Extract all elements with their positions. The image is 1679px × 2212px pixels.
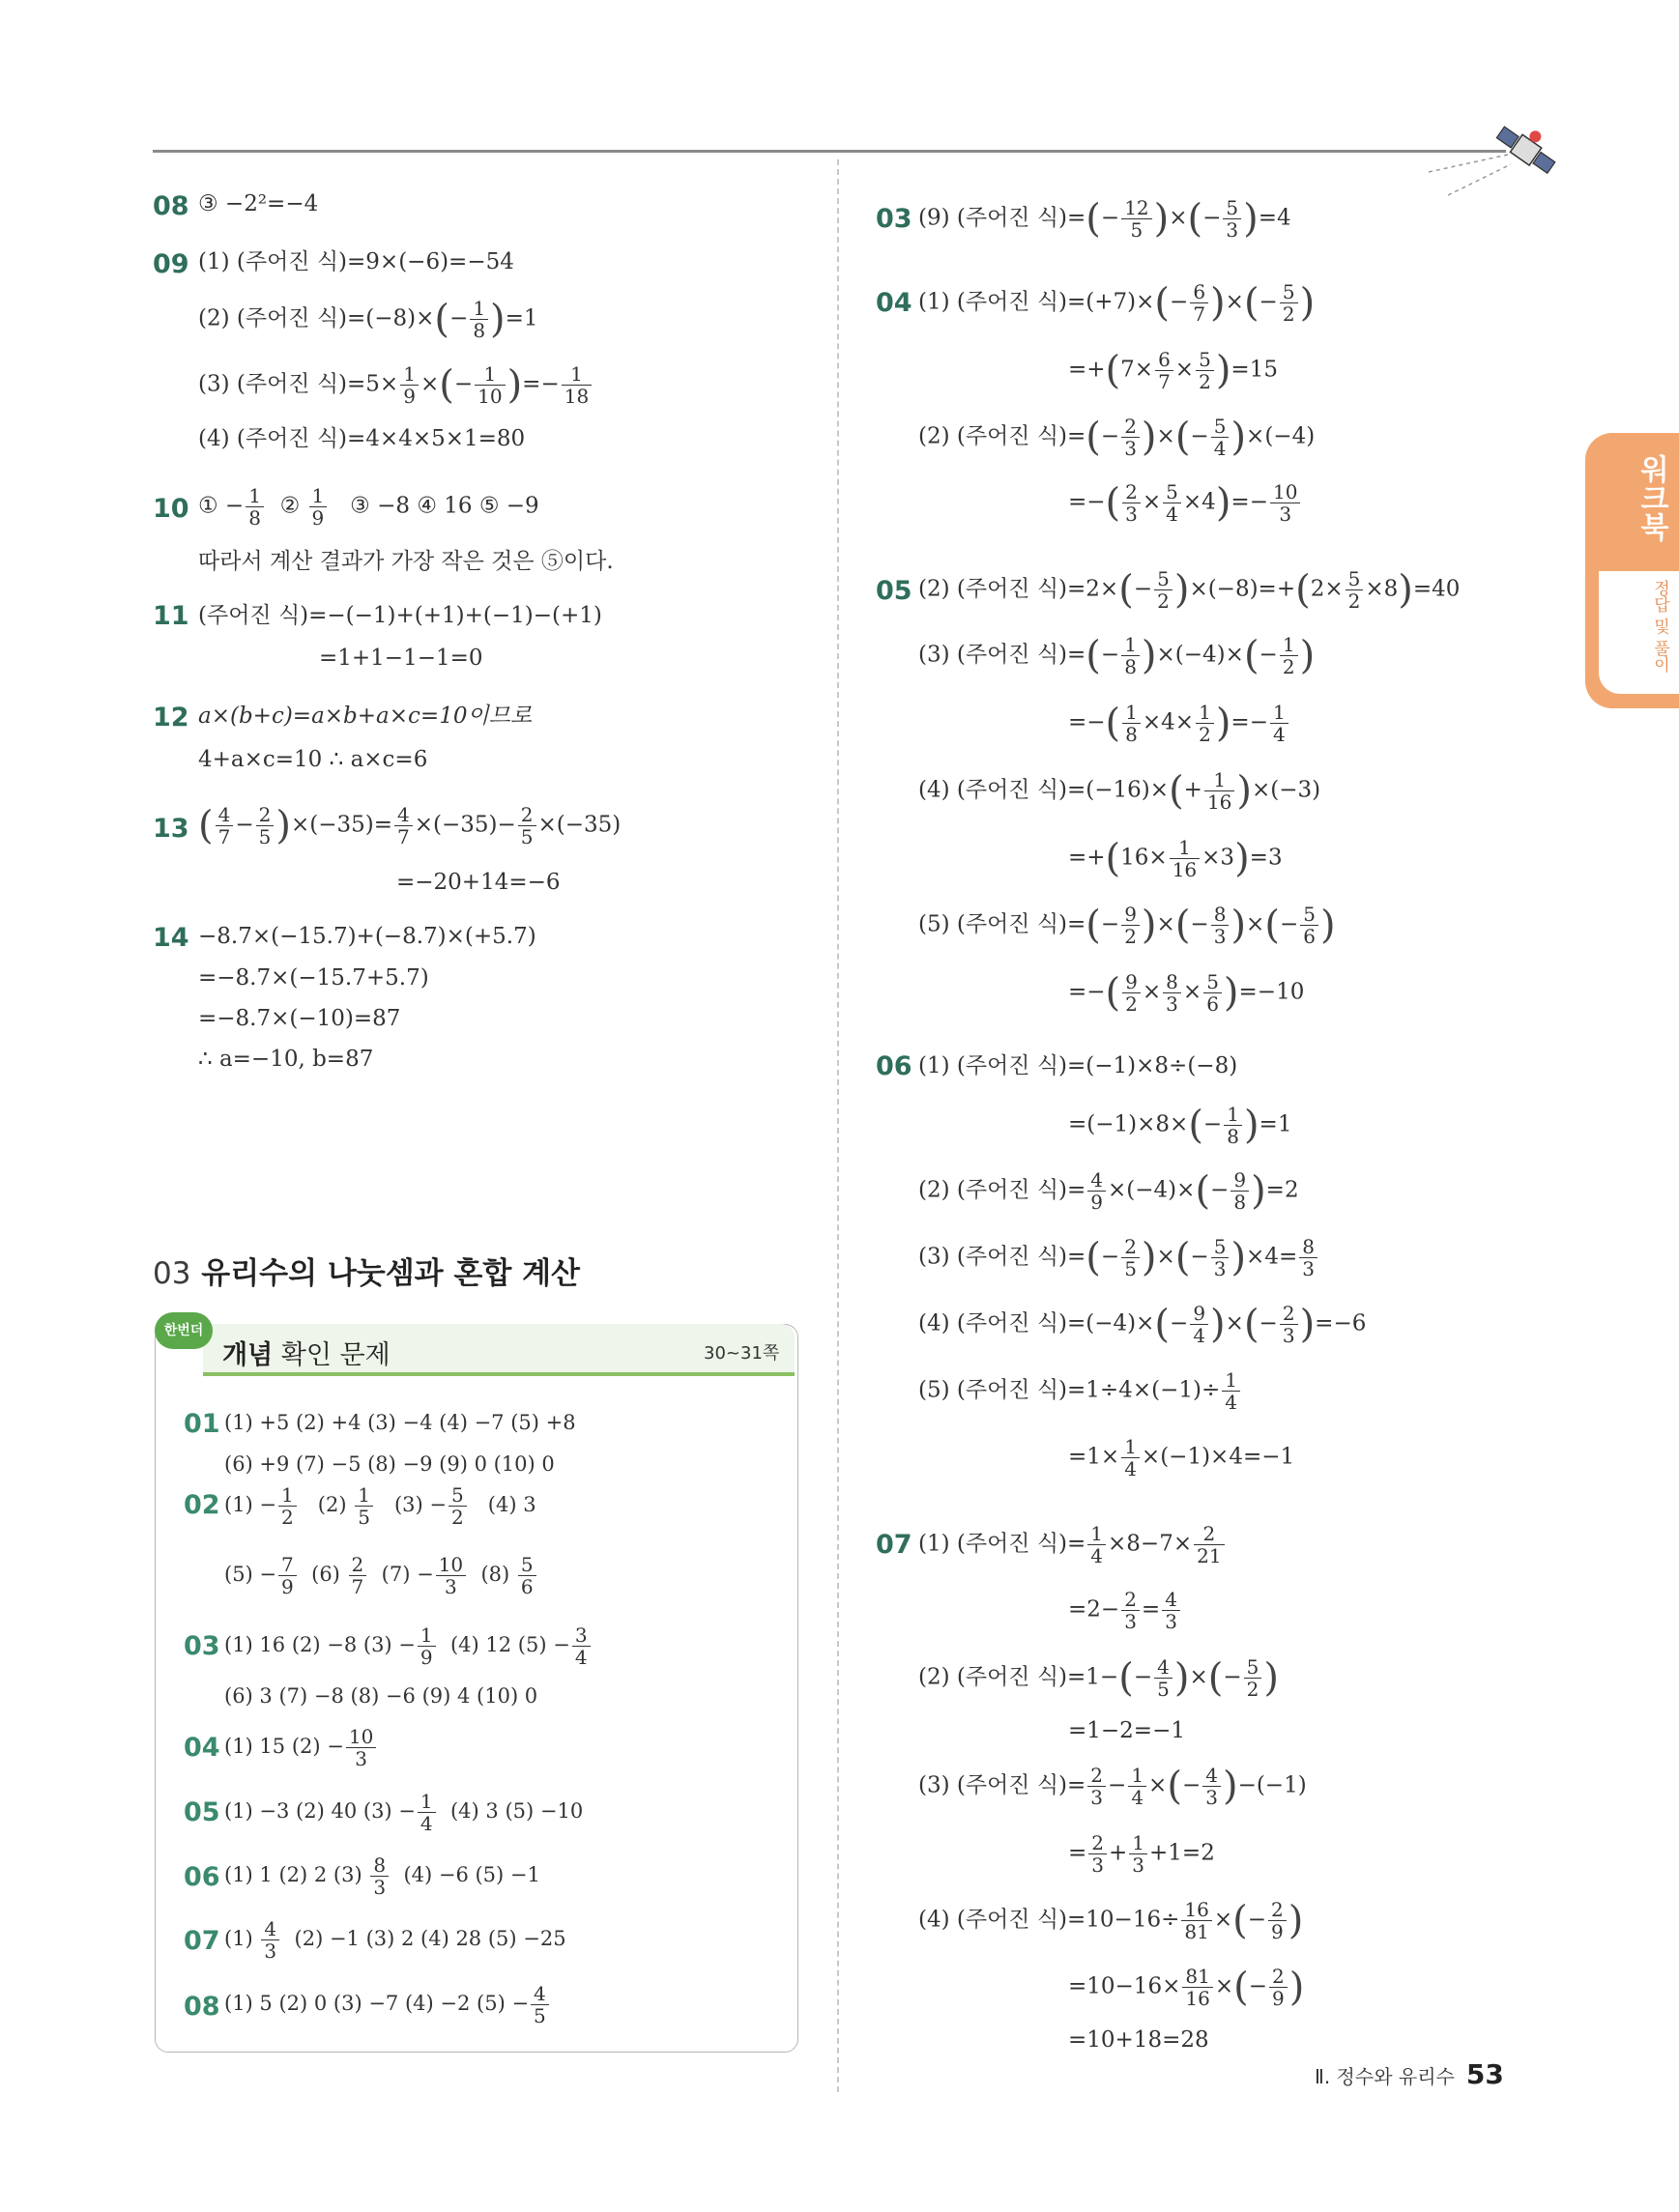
answer-line: (2) (주어진 식)=(− $\frac{2}{3}$ )×(− $\frac{5}{4}$ )×(−4) [918, 415, 1316, 460]
answer-line: =−( $\frac{1}{8}$ ×4× $\frac{1}{2}$ )=− $\frac{1}{4}$ [1068, 702, 1290, 745]
answer-line: −8.7×(−15.7)+(−8.7)×(+5.7) [198, 924, 536, 949]
problem-number: 05 [876, 576, 912, 606]
problem-number: 10 [153, 494, 189, 524]
answer-line: (1) (주어진 식)=(−1)×8÷(−8) [918, 1053, 1238, 1078]
answer-line: (1) (주어진 식)= $\frac{1}{4}$ ×8−7× $\frac{2}{21}$ [918, 1523, 1227, 1566]
answer-line: (1) (주어진 식)=9×(−6)=−54 [198, 249, 514, 274]
problem-number: 06 [184, 1862, 220, 1892]
problem-number: 03 [184, 1631, 220, 1661]
answer-line: =−8.7×(−10)=87 [198, 1006, 401, 1031]
answer-line: ∴ a=−10, b=87 [198, 1047, 374, 1072]
answer-line: =1+1−1−1=0 [319, 646, 483, 671]
answer-line: (1) +5 (2) +4 (3) −4 (4) −7 (5) +8 [224, 1411, 576, 1434]
answer-line: =10+18=28 [1068, 2027, 1209, 2053]
problem-number: 06 [876, 1051, 912, 1081]
answer-line: (5) (주어진 식)=1÷4×(−1)÷ $\frac{1}{4}$ [918, 1369, 1242, 1413]
answer-line: 4+a×c=10 ∴ a×c=6 [198, 747, 428, 772]
problem-number: 04 [184, 1733, 220, 1763]
problem-number: 11 [153, 601, 189, 631]
answer-line: (5) (주어진 식)=(− $\frac{9}{2}$ )×(− $\frac{8}{3}$ )×(− $\frac{5}{6}$ ) [918, 903, 1336, 948]
answer-line: =10−16× $\frac{81}{16}$ ×(− $\frac{2}{9}$ ) [1068, 1965, 1305, 2010]
box-title: 개념 확인 문제 [222, 1340, 391, 1370]
satellite-icon [1419, 114, 1564, 201]
answer-line: (2) (주어진 식)=1−(− $\frac{4}{5}$ )×(− $\frac{5}{2}$ ) [918, 1655, 1279, 1701]
answer-line: ③ −2²=−4 [198, 191, 319, 216]
answer-line: ① − $\frac{1}{8}$ ② $\frac{1}{9}$ ③ −8 ④ 16 ⑤ −9 [198, 484, 539, 530]
problem-number: 12 [153, 703, 189, 733]
tab-sub-label: 정답 및 풀이 [1650, 580, 1669, 673]
answer-line: =−( $\frac{2}{3}$ × $\frac{5}{4}$ ×4)=− $\frac{10}{3}$ [1068, 481, 1302, 525]
problem-number: 07 [876, 1530, 912, 1560]
tab-main-label: 워크북 [1635, 454, 1668, 541]
answer-line: =−8.7×(−15.7+5.7) [198, 965, 429, 991]
answer-line: (4) (주어진 식)=(−4)×(− $\frac{9}{4}$ )×(− $\frac{2}{3}$ )=−6 [918, 1302, 1367, 1347]
answer-line: (3) (주어진 식)= $\frac{2}{3}$ − $\frac{1}{4}$ ×(− $\frac{4}{3}$ )−(−1) [918, 1764, 1307, 1809]
answer-line: =1−2=−1 [1068, 1718, 1185, 1743]
answer-line: a×(b+c)=a×b+a×c=10이므로 [198, 704, 533, 729]
problem-number: 08 [184, 1992, 220, 2022]
answer-line: (2) (주어진 식)=(−8)×(− $\frac{1}{8}$ )=1 [198, 297, 538, 342]
problem-number: 14 [153, 923, 189, 953]
problem-number: 09 [153, 249, 189, 279]
box-page-ref: 30~31쪽 [704, 1343, 780, 1364]
answer-line: (4) (주어진 식)=10−16÷ $\frac{16}{81}$ ×(− $\frac{2}{9}$ ) [918, 1898, 1304, 1943]
answer-line: =2− $\frac{2}{3}$ = $\frac{4}{3}$ [1068, 1589, 1182, 1632]
problem-number: 01 [184, 1409, 220, 1439]
answer-line: (5) − $\frac{7}{9}$ (6) $\frac{2}{7}$ (7) − $\frac{10}{3}$ (8) $\frac{5}{6}$ [224, 1554, 538, 1597]
answer-line: (1) 15 (2) − $\frac{10}{3}$ [224, 1726, 378, 1769]
answer-line: (1) (주어진 식)=(+7)×(− $\frac{6}{7}$ )×(− $\frac{5}{2}$ ) [918, 280, 1316, 326]
page-number: 53 [1465, 2058, 1504, 2090]
badge: 한번더 [155, 1312, 213, 1349]
answer-line: (3) (주어진 식)=5× $\frac{1}{9}$ ×(− $\frac{1}{10}$ )=− $\frac{1}{18}$ [198, 363, 593, 407]
answer-line: =+(16× $\frac{1}{16}$ ×3)=3 [1068, 836, 1283, 881]
answer-line: =1× $\frac{1}{4}$ ×(−1)×4=−1 [1068, 1435, 1295, 1480]
answer-line: (4) (주어진 식)=4×4×5×1=80 [198, 426, 526, 451]
answer-line: (1) 5 (2) 0 (3) −7 (4) −2 (5) − $\frac{4}{5}$ [224, 1983, 551, 2026]
answer-line: (1) − $\frac{1}{2}$ (2) $\frac{1}{5}$ (3) − $\frac{5}{2}$ (4) 3 [224, 1483, 536, 1529]
column-divider [837, 159, 839, 2092]
problem-number: 04 [876, 288, 912, 318]
answer-line: (2) (주어진 식)=2×(− $\frac{5}{2}$ )×(−8)=+(2× $\frac{5}{2}$ ×8)=40 [918, 567, 1461, 613]
answer-line: (6) +9 (7) −5 (8) −9 (9) 0 (10) 0 [224, 1452, 555, 1476]
answer-line: =−( $\frac{9}{2}$ × $\frac{8}{3}$ × $\frac{5}{6}$ )=−10 [1068, 970, 1305, 1016]
problem-number: 07 [184, 1926, 220, 1956]
answer-line: (1) 1 (2) 2 (3) $\frac{8}{3}$ (4) −6 (5) −1 [224, 1853, 540, 1899]
answer-line: (6) 3 (7) −8 (8) −6 (9) 4 (10) 0 [224, 1684, 538, 1708]
answer-line: =+(7× $\frac{6}{7}$ × $\frac{5}{2}$ )=15 [1068, 348, 1278, 393]
problem-number: 08 [153, 191, 189, 221]
answer-line: (1) −3 (2) 40 (3) − $\frac{1}{4}$ (4) 3 (5) −10 [224, 1790, 584, 1835]
answer-line: (주어진 식)=−(−1)+(+1)+(−1)−(+1) [198, 603, 602, 628]
problem-number: 13 [153, 814, 189, 844]
answer-line: (9) (주어진 식)=(− $\frac{12}{5}$ )×(− $\frac{5}{3}$ )=4 [918, 196, 1291, 242]
answer-line: 따라서 계산 결과가 가장 작은 것은 ⑤이다. [198, 549, 614, 574]
answer-line: (1) $\frac{4}{3}$ (2) −1 (3) 2 (4) 28 (5) −25 [224, 1917, 566, 1963]
problem-number: 05 [184, 1797, 220, 1827]
answer-line: (4) (주어진 식)=(−16)×(+ $\frac{1}{16}$ )×(−3) [918, 768, 1321, 814]
answer-line: =(−1)×8×(− $\frac{1}{8}$ )=1 [1068, 1103, 1292, 1148]
problem-number: 03 [876, 204, 912, 234]
chapter-label: Ⅱ. 정수와 유리수 [1315, 2065, 1455, 2088]
section-title: 03 유리수의 나눗셈과 혼합 계산 [153, 1256, 580, 1291]
answer-line: =−20+14=−6 [396, 870, 561, 895]
answer-line: (1) 16 (2) −8 (3) − $\frac{1}{9}$ (4) 12 (5) − $\frac{3}{4}$ [224, 1624, 593, 1668]
answer-line: ( $\frac{4}{7}$ − $\frac{2}{5}$ )×(−35)= $\frac{4}{7}$ ×(−35)− $\frac{2}{5}$ ×(−35) [198, 803, 622, 848]
page-footer [1315, 2058, 1504, 2090]
top-rule [153, 150, 1506, 153]
answer-line: (3) (주어진 식)=(− $\frac{2}{5}$ )×(− $\frac{5}{3}$ )×4= $\frac{8}{3}$ [918, 1236, 1319, 1279]
answer-line: (2) (주어진 식)= $\frac{4}{9}$ ×(−4)×(− $\frac{9}{8}$ )=2 [918, 1168, 1299, 1214]
answer-line: = $\frac{2}{3}$ + $\frac{1}{3}$ +1=2 [1068, 1831, 1215, 1877]
problem-number: 02 [184, 1490, 220, 1520]
answer-line: (3) (주어진 식)=(− $\frac{1}{8}$ )×(−4)×(− $\frac{1}{2}$ ) [918, 633, 1316, 678]
